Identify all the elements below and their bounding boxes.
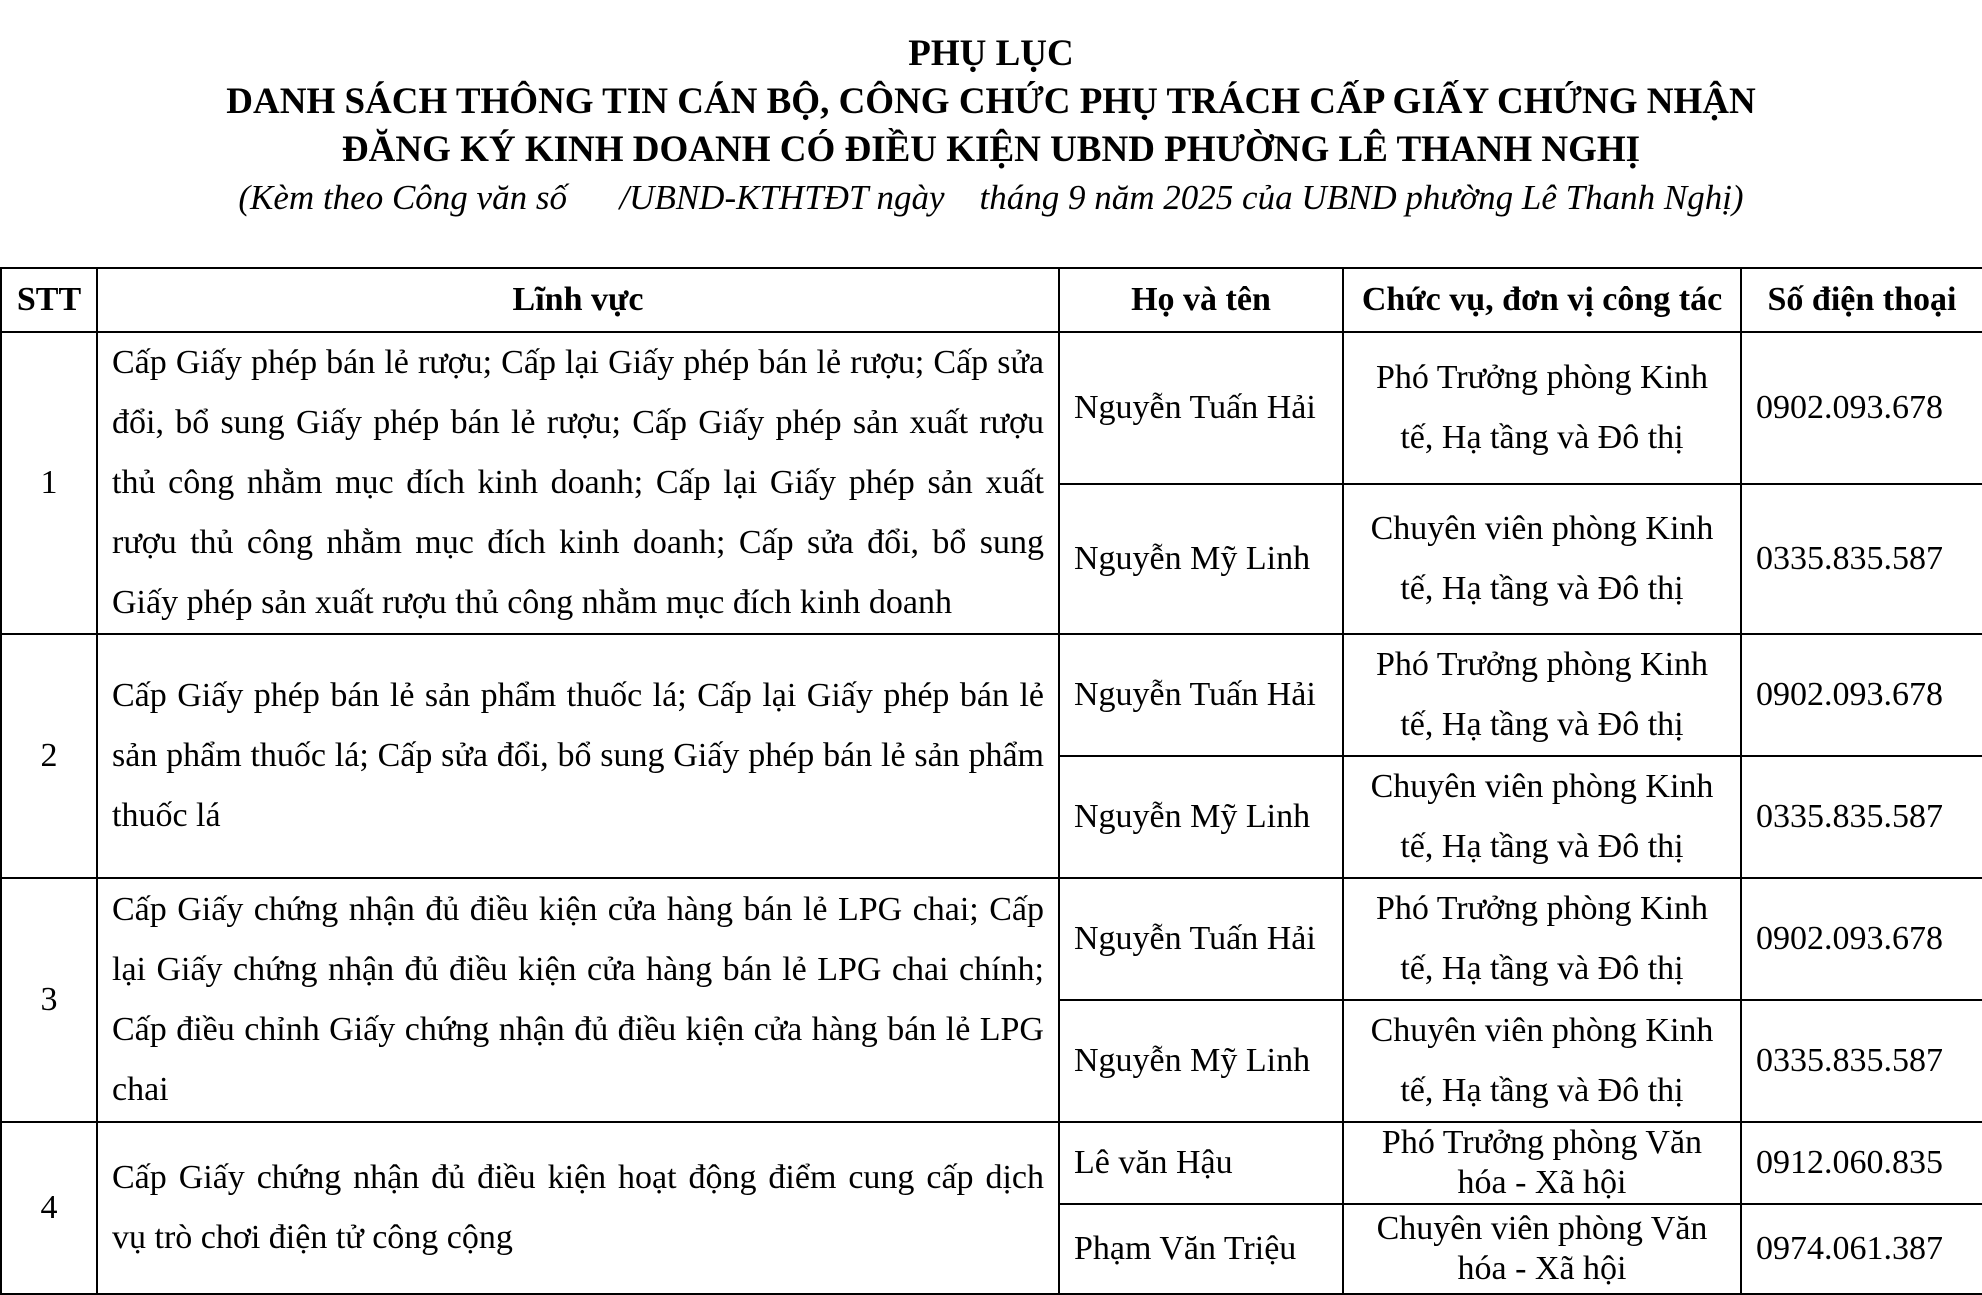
contact-phone: 0902.093.678 — [1741, 332, 1982, 484]
appendix-heading: PHỤ LỤC — [908, 33, 1074, 74]
col-header-phone: Số điện thoại — [1741, 268, 1982, 332]
contact-name: Phạm Văn Triệu — [1059, 1204, 1343, 1294]
title-line-1: DANH SÁCH THÔNG TIN CÁN BỘ, CÔNG CHỨC PHỤ TRÁCH CẤP GIẤY CHỨNG NHẬN — [226, 81, 1756, 122]
contact-name: Nguyễn Mỹ Linh — [1059, 484, 1343, 634]
contact-phone: 0335.835.587 — [1741, 756, 1982, 878]
contact-phone: 0902.093.678 — [1741, 878, 1982, 1000]
row-field: Cấp Giấy phép bán lẻ rượu; Cấp lại Giấy phép bán lẻ rượu; Cấp sửa đổi, bổ sung Giấy phép bán lẻ rượu; Cấp Giấy phép sản xuất rượu thủ công nhằm mục đích kinh doanh; Cấp lại Giấy phép sản xuất rượu thủ công nhằm mục đích kinh doanh; Cấp sửa đổi, bổ sung Giấy phép sản xuất rượu thủ công nhằm mục đích kinh doanh — [97, 332, 1059, 634]
contact-position: Chuyên viên phòng Văn hóa - Xã hội — [1343, 1204, 1741, 1294]
table-row — [1, 1122, 1982, 1204]
row-field: Cấp Giấy chứng nhận đủ điều kiện cửa hàng bán lẻ LPG chai; Cấp lại Giấy chứng nhận đủ điều kiện cửa hàng bán lẻ LPG chai chính; Cấp điều chỉnh Giấy chứng nhận đủ điều kiện cửa hàng bán lẻ LPG chai — [97, 878, 1059, 1122]
row-stt: 4 — [1, 1122, 97, 1294]
contact-name: Lê văn Hậu — [1059, 1122, 1343, 1204]
col-header-stt: STT — [1, 268, 97, 332]
contact-position: Phó Trưởng phòng Văn hóa - Xã hội — [1343, 1122, 1741, 1204]
contact-position: Chuyên viên phòng Kinh tế, Hạ tầng và Đô thị — [1343, 756, 1741, 878]
row-stt: 3 — [1, 878, 97, 1122]
title-line-2: ĐĂNG KÝ KINH DOANH CÓ ĐIỀU KIỆN UBND PHƯỜNG LÊ THANH NGHỊ — [341, 129, 1641, 170]
row-field: Cấp Giấy phép bán lẻ sản phẩm thuốc lá; Cấp lại Giấy phép bán lẻ sản phẩm thuốc lá; Cấp sửa đổi, bổ sung Giấy phép bán lẻ sản phẩm thuốc lá — [97, 634, 1059, 878]
table-row — [1, 332, 1982, 484]
contact-phone: 0902.093.678 — [1741, 634, 1982, 756]
contact-name: Nguyễn Tuấn Hải — [1059, 634, 1343, 756]
contact-position: Chuyên viên phòng Kinh tế, Hạ tầng và Đô thị — [1343, 1000, 1741, 1122]
table-header-row — [1, 268, 1982, 332]
col-header-name: Họ và tên — [1059, 268, 1343, 332]
staff-table — [0, 267, 1982, 1295]
contact-phone: 0912.060.835 — [1741, 1122, 1982, 1204]
contact-name: Nguyễn Tuấn Hải — [1059, 332, 1343, 484]
col-header-position: Chức vụ, đơn vị công tác — [1343, 268, 1741, 332]
contact-name: Nguyễn Tuấn Hải — [1059, 878, 1343, 1000]
row-stt: 1 — [1, 332, 97, 634]
contact-position: Chuyên viên phòng Kinh tế, Hạ tầng và Đô thị — [1343, 484, 1741, 634]
contact-name: Nguyễn Mỹ Linh — [1059, 756, 1343, 878]
table-row — [1, 634, 1982, 756]
contact-position: Phó Trưởng phòng Kinh tế, Hạ tầng và Đô thị — [1343, 878, 1741, 1000]
contact-phone: 0335.835.587 — [1741, 484, 1982, 634]
contact-phone: 0974.061.387 — [1741, 1204, 1982, 1294]
subtitle-reference: (Kèm theo Công văn số /UBND-KTHTĐT ngày tháng 9 năm 2025 của UBND phường Lê Thanh Nghị) — [238, 178, 1744, 217]
row-field: Cấp Giấy chứng nhận đủ điều kiện hoạt động điểm cung cấp dịch vụ trò chơi điện tử công cộng — [97, 1122, 1059, 1294]
row-stt: 2 — [1, 634, 97, 878]
contact-position: Phó Trưởng phòng Kinh tế, Hạ tầng và Đô thị — [1343, 634, 1741, 756]
contact-position: Phó Trưởng phòng Kinh tế, Hạ tầng và Đô thị — [1343, 332, 1741, 484]
document-header — [0, 30, 1982, 222]
contact-phone: 0335.835.587 — [1741, 1000, 1982, 1122]
contact-name: Nguyễn Mỹ Linh — [1059, 1000, 1343, 1122]
table-row — [1, 878, 1982, 1000]
col-header-field: Lĩnh vực — [97, 268, 1059, 332]
